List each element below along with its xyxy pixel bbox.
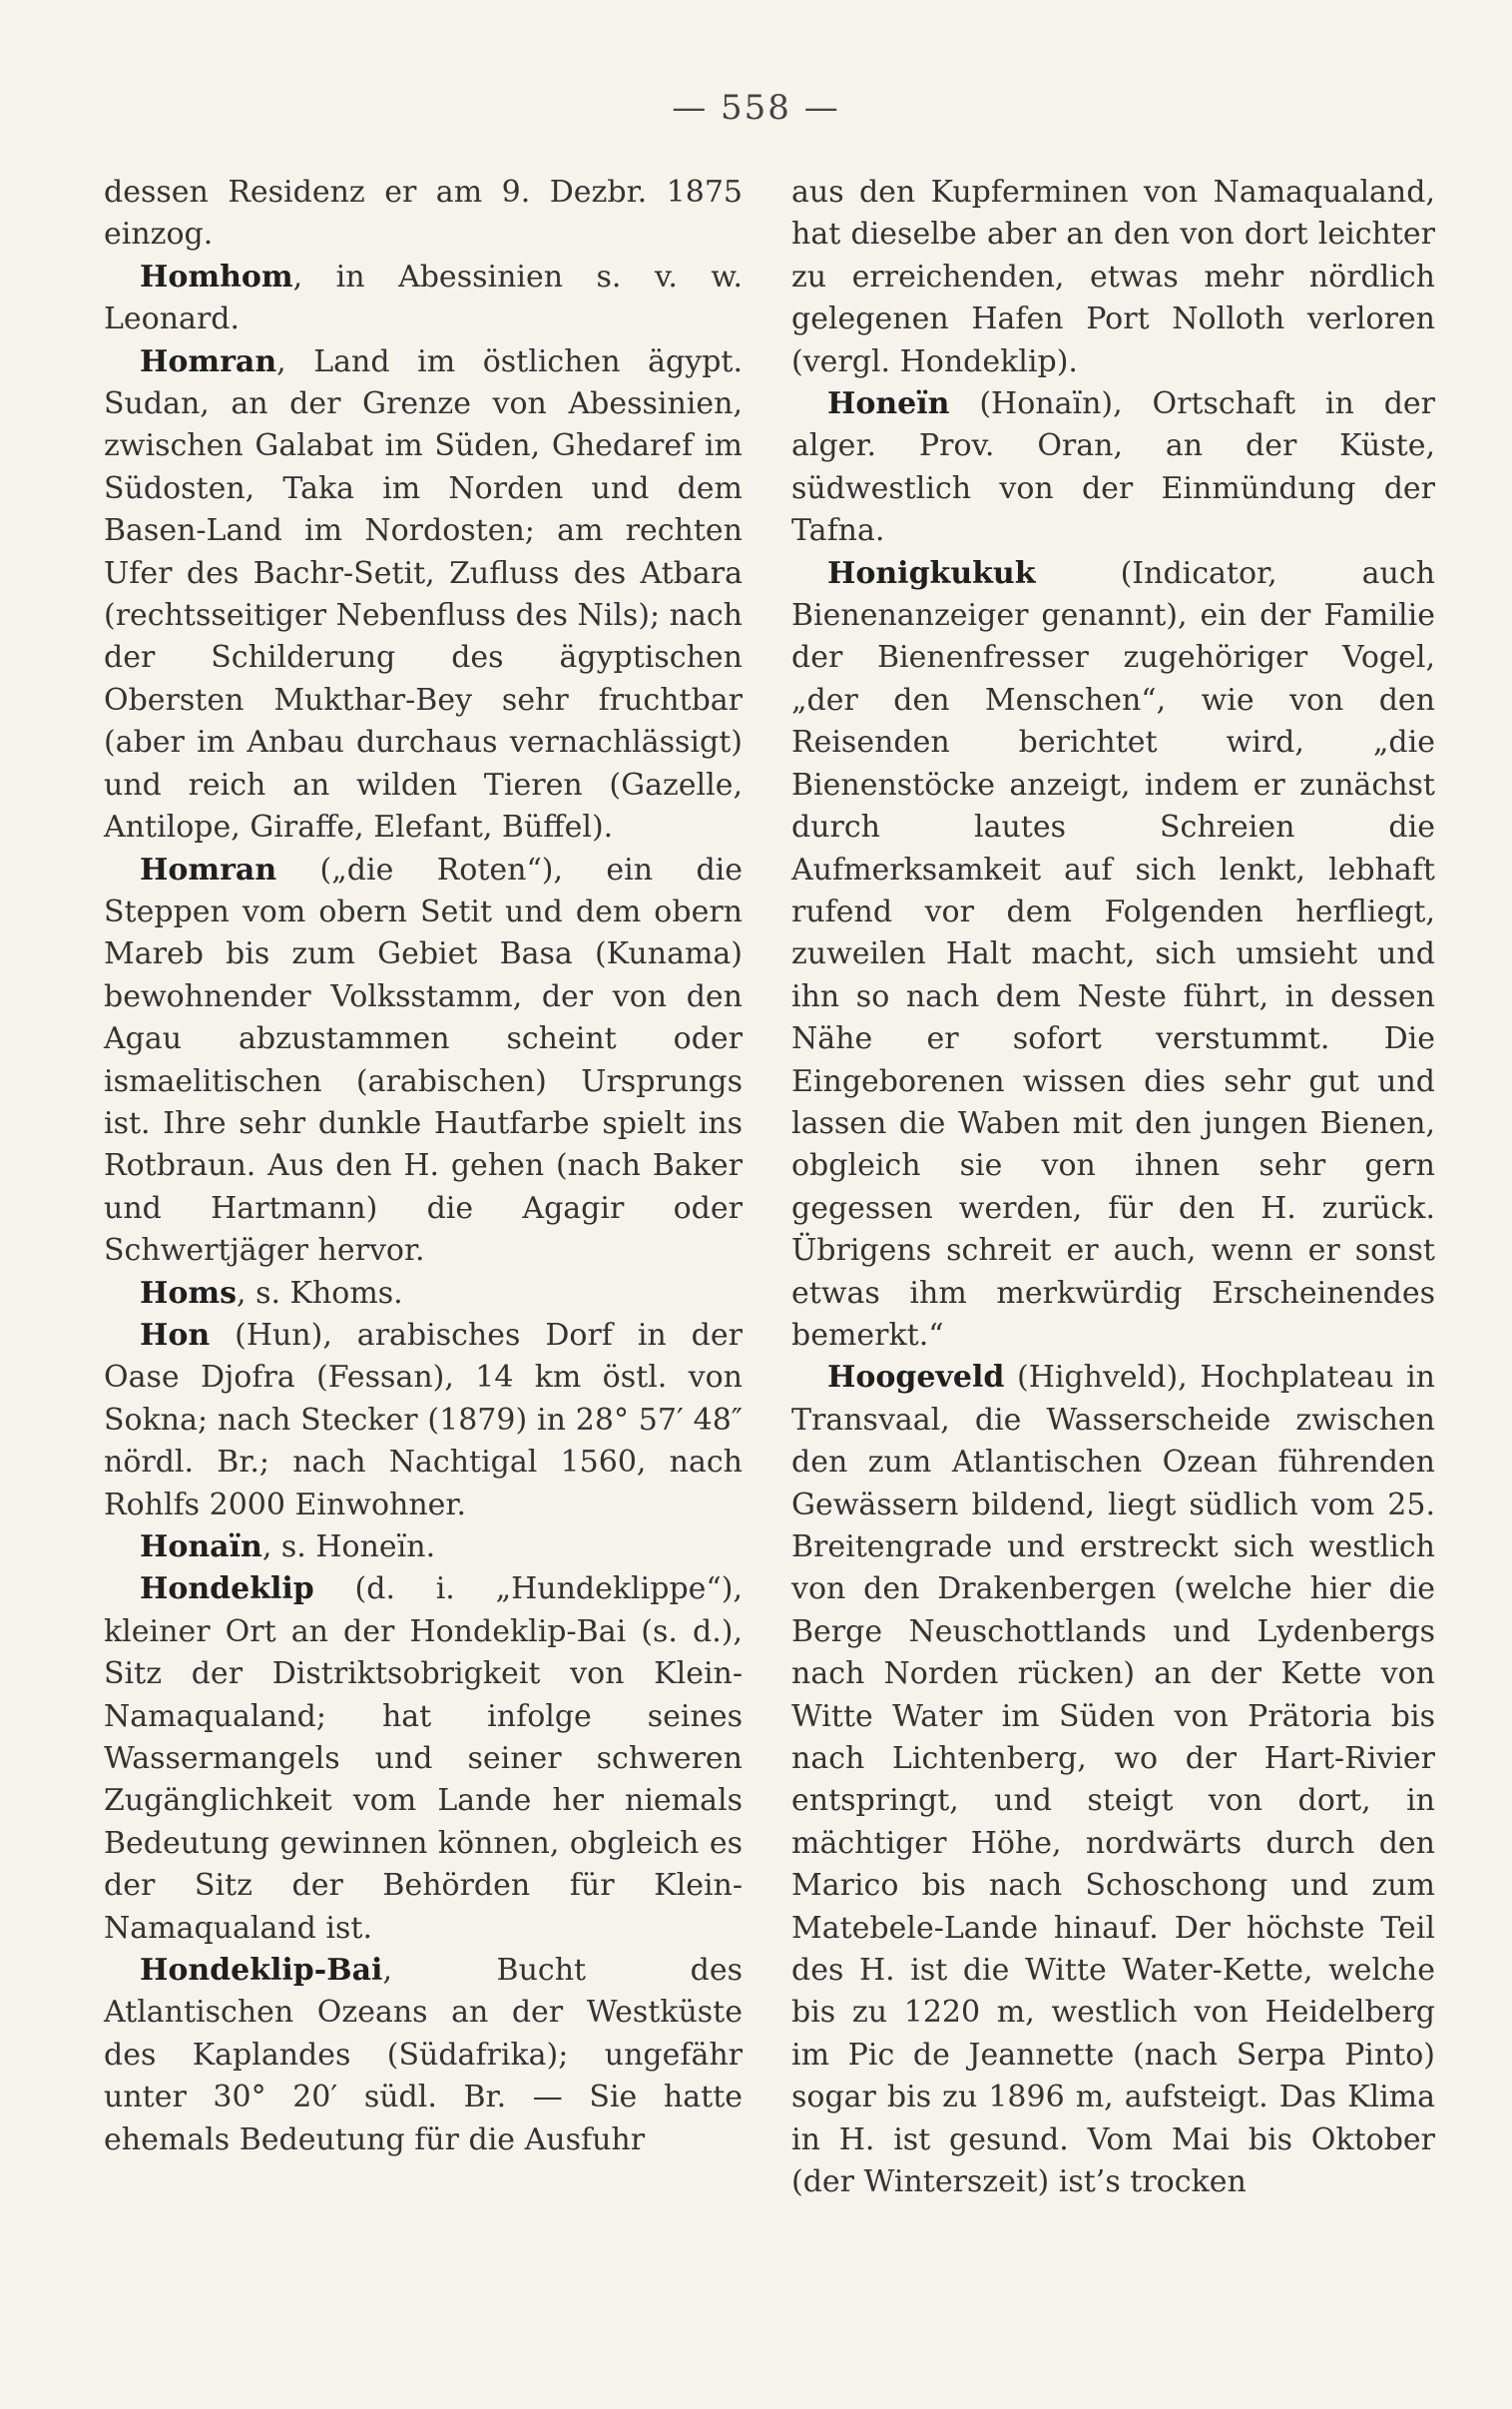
entry-text: , s. Khoms. — [237, 1275, 403, 1311]
entry-lemma: Honeïn — [827, 386, 950, 422]
entry-text: („die Roten“), ein die Steppen vom obern Setit und dem obern Mareb bis zum Gebiet Basa (Kunama) bewohnender Volksstamm, der von den Agau abzustammen scheint oder ismaelitischen (arabischen) Ursprungs ist. Ihre sehr dunkle Hautfarbe spielt ins Rotbraun. Aus den H. gehen (nach Baker und Hartmann) die Agagir oder Schwertjäger hervor. — [104, 852, 743, 1269]
entry-text: , Bucht des Atlantischen Ozeans an der Westküste des Kaplandes (Südafrika); ungefähr unter 30° 20′ südl. Br. — Sie hatte ehemals Bedeutung für die Ausfuhr — [104, 1953, 743, 2157]
entry-hondeklip-bai — [104, 1950, 743, 2161]
page-number: — 558 — — [672, 88, 840, 128]
entry-text: aus den Kupferminen von Namaqualand, hat dieselbe aber an den von dort leichter zu erreichenden, etwas mehr nördlich gelegenen Hafen Port Nolloth verloren (vergl. Hondeklip). — [791, 175, 1435, 379]
entry-text: , in Abessinien s. v. w. Leonard. — [104, 259, 743, 337]
entry-homhom — [104, 257, 743, 341]
entry-text: , Land im östlichen ägypt. Sudan, an der Grenze von Abessinien, zwischen Galabat im Süden, Ghedaref im Südosten, Taka im Norden und dem Basen-Land im Nordosten; am rechten Ufer des Bachr-Setit, Zufluss des Atbara (rechtsseitiger Nebenfluss des Nils); nach der Schilderung des ägyptischen Obersten Mukthar-Bey sehr fruchtbar (aber im Anbau durchaus vernachlässigt) und reich an wilden Tieren (Gazelle, Antilope, Giraffe, Elefant, Büffel). — [104, 343, 743, 846]
entry-lemma: Homran — [140, 343, 277, 379]
entry-lemma: Hoogeveld — [827, 1360, 1005, 1396]
entry-honigkukuk — [791, 553, 1435, 1358]
entry-text: (Hun), arabisches Dorf in der Oase Djofra (Fessan), 14 km östl. von Sokna; nach Stecker (1879) in 28° 57′ 48″ nördl. Br.; nach Nachtigal 1560, nach Rohlfs 2000 Einwohner. — [104, 1317, 743, 1522]
entry-lemma: Hon — [140, 1317, 211, 1353]
entry-honain — [104, 1526, 743, 1568]
entry-lemma: Homhom — [140, 259, 293, 295]
entry-text: , s. Honeïn. — [261, 1529, 436, 1564]
entry-lemma: Homran — [140, 852, 277, 888]
entry-hon — [104, 1315, 743, 1526]
entry-homran-volk — [104, 850, 743, 1273]
entry-text: dessen Residenz er am 9. Dezbr. 1875 einzog. — [104, 175, 743, 253]
entry-homs — [104, 1273, 743, 1315]
entry-hondeklip — [104, 1568, 743, 1950]
entry-text: (Highveld), Hochplateau in Transvaal, die Wasserscheide zwischen den zum Atlantischen Ozean führenden Gewässern bildend, liegt südlich vom 25. Breitengrade und erstreckt sich westlich von den Drakenbergen (welche hier die Berge Neuschottlands und Lydenbergs nach Norden rücken) an der Kette von Witte Water im Süden von Prätoria bis nach Lichtenberg, wo der Hart-Rivier entspringt, und steigt von dort, in mächtiger Höhe, nordwärts durch den Marico bis nach Schoschong und zum Matebele-Lande hinauf. Der höchste Teil des H. ist die Witte Water-Kette, welche bis zu 1220 m, westlich von Heidelberg im Pic de Jeannette (nach Serpa Pinto) sogar bis zu 1896 m, aufsteigt. Das Klima in H. ist gesund. Vom Mai bis Oktober (der Winterszeit) ist’s trocken — [791, 1360, 1435, 2200]
entry-lemma: Hondeklip — [140, 1571, 314, 1607]
entry-lemma: Hondeklip-Bai — [140, 1953, 383, 1989]
entry-continuation — [104, 172, 743, 257]
right-column — [791, 172, 1435, 2204]
entry-continuation — [791, 172, 1435, 383]
entry-lemma: Honaïn — [140, 1529, 262, 1564]
entry-lemma: Honigkukuk — [827, 555, 1036, 591]
entry-homran-land — [104, 341, 743, 850]
entry-text: (d. i. „Hundeklippe“), kleiner Ort an der Hondeklip-Bai (s. d.), Sitz der Distriktsobrigkeit von Klein-Namaqualand; hat infolge seines Wassermangels und seiner schweren Zugänglichkeit vom Lande her niemals Bedeutung gewinnen können, obgleich es der Sitz der Behörden für Klein-Namaqualand ist. — [104, 1571, 743, 1946]
entry-text: (Indicator, auch Bienenanzeiger genannt), ein der Familie der Bienenfresser zugehöriger Vogel, „der den Menschen“, wie von den Reisenden berichtet wird, „die Bienenstöcke anzeigt, indem er zunächst durch lautes Schreien die Aufmerksamkeit auf sich lenkt, lebhaft rufend vor dem Folgenden herfliegt, zuweilen Halt macht, sich umsieht und ihn so nach dem Neste führt, in dessen Nähe er sofort verstummt. Die Eingeborenen wissen dies sehr gut und lassen die Waben mit den jungen Bienen, obgleich sie von ihnen sehr gern gegessen werden, für den H. zurück. Übrigens schreit er auch, wenn er sonst etwas ihm merkwürdig Erscheinendes bemerkt.“ — [791, 555, 1435, 1353]
entry-lemma: Homs — [140, 1275, 237, 1311]
entry-text: (Honaïn), Ortschaft in der alger. Prov. Oran, an der Küste, südwestlich von der Einmündung der Tafna. — [791, 386, 1435, 549]
entry-hoogeveld — [791, 1357, 1435, 2203]
left-column — [104, 172, 743, 2161]
entry-honein — [791, 383, 1435, 553]
